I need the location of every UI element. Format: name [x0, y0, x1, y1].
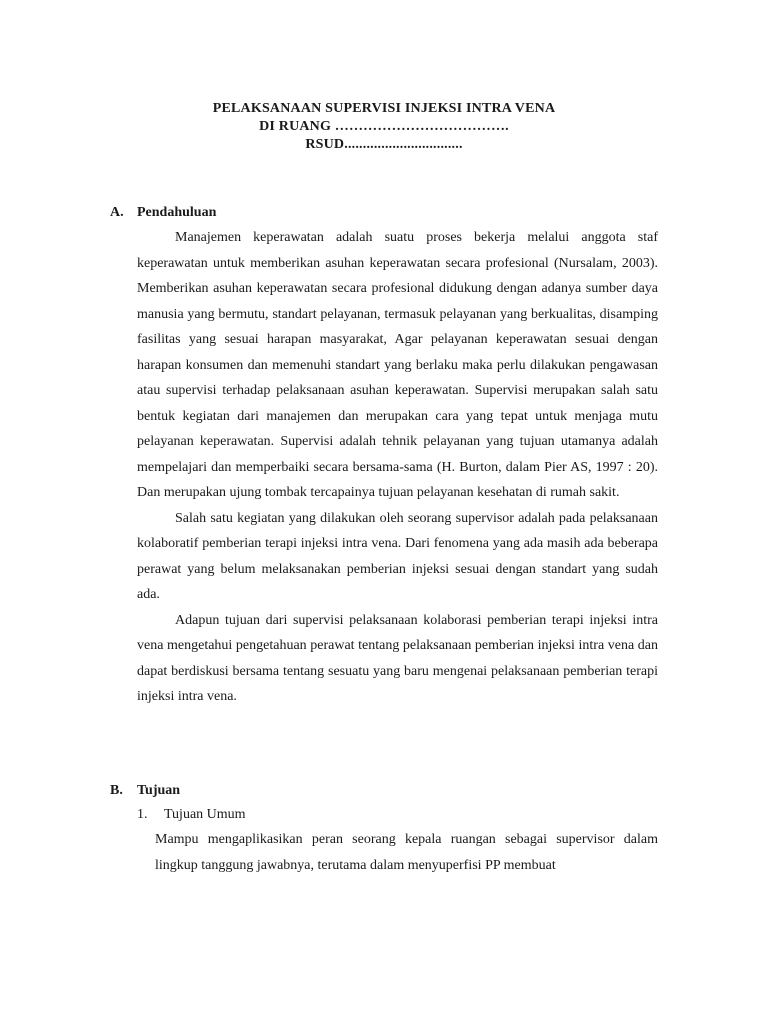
paragraph: Salah satu kegiatan yang dilakukan oleh seorang supervisor adalah pada pelaksanaan kolaboratif pemberian terapi injeksi intra vena. Dari fenomena yang ada masih ada beberapa perawat yang belum melaksanakan pemberian injeksi sesuai dengan standart yang sudah ada. [137, 510, 658, 602]
subsection-label: Tujuan Umum [164, 807, 246, 822]
paragraph: Mampu mengaplikasikan peran seorang kepala ruangan sebagai supervisor dalam lingkup tanggung jawabnya, terutama dalam menyuperfisi PP membuat [155, 832, 658, 873]
document-title [0, 100, 768, 154]
section-b-letter: B. [110, 783, 123, 798]
section-a-title: Pendahuluan [137, 205, 217, 220]
section-a-heading [110, 204, 216, 222]
subsection-number: 1. [137, 807, 148, 822]
subsection-heading [137, 806, 246, 824]
section-a-letter: A. [110, 205, 124, 220]
section-a-body [137, 225, 658, 710]
title-line-2: DI RUANG ………………………………. [259, 119, 509, 134]
paragraph: Adapun tujuan dari supervisi pelaksanaan kolaborasi pemberian terapi injeksi intra vena mengetahui pengetahuan perawat tentang pelaksanaan pemberian injeksi intra vena dan dapat berdiskusi bersama tentang sesuatu yang baru mengenai pelaksanaan pemberian terapi injeksi intra vena. [137, 612, 658, 704]
title-line-1: PELAKSANAAN SUPERVISI INJEKSI INTRA VENA [212, 101, 556, 116]
section-b-title: Tujuan [137, 783, 181, 798]
paragraph: Manajemen keperawatan adalah suatu proses bekerja melalui anggota staf keperawatan untuk memberikan asuhan keperawatan secara profesional (Nursalam, 2003). Memberikan asuhan keperawatan secara profesional didukung dengan adanya sumber daya manusia yang bermutu, standart pelayanan, termasuk pelayanan yang berkualitas, disamping fasilitas yang sesuai harapan masyarakat, Agar pelayanan keperawatan sesuai dengan harapan konsumen dan memenuhi standart yang berlaku maka perlu dilakukan pengawasan atau supervisi terhadap pelaksanaan asuhan keperawatan. Supervisi merupakan salah satu bentuk kegiatan dari manajemen dan merupakan cara yang tepat untuk menjaga mutu pelayanan keperawatan. Supervisi adalah tehnik pelayanan yang tujuan utamanya adalah mempelajari dan memperbaiki secara bersama-sama (H. Burton, dalam Pier AS, 1997 : 20). Dan merupakan ujung tombak tercapainya tujuan pelayanan kesehatan di rumah sakit. [137, 230, 658, 500]
subsection-body [155, 827, 658, 878]
section-b-heading [110, 782, 180, 800]
title-line-3: RSUD................................ [305, 137, 463, 152]
